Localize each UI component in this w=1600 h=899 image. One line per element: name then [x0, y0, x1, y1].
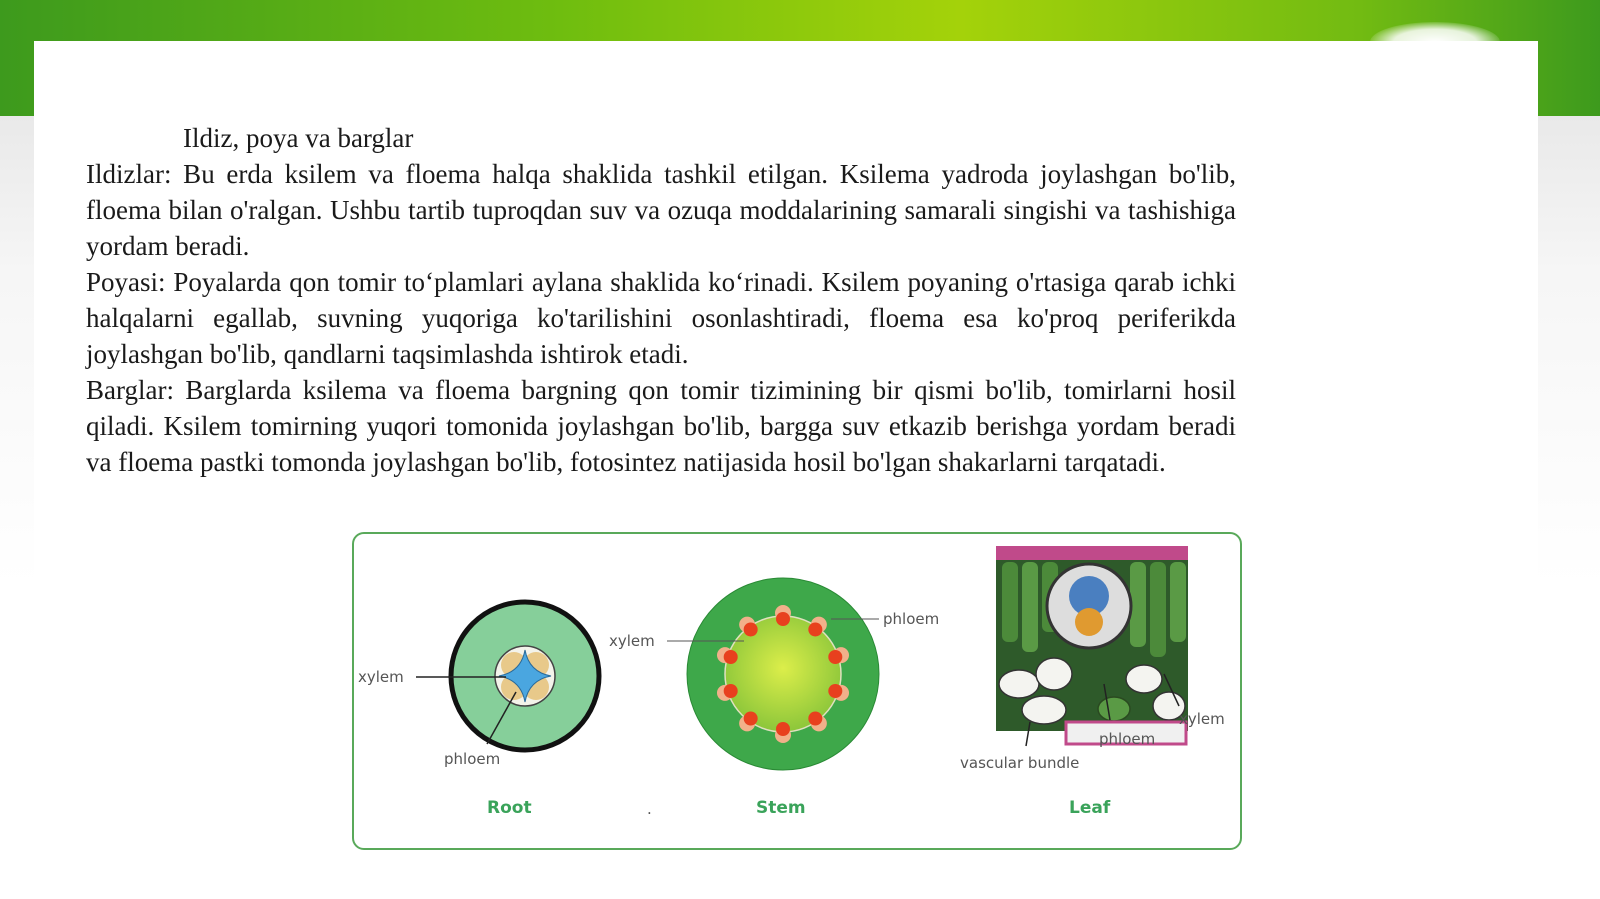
- leaf-upper-epidermis: [996, 546, 1188, 560]
- stem-phloem-label: phloem: [883, 610, 940, 628]
- leaf-vascular-bundle-label: vascular bundle: [960, 754, 1080, 772]
- leaf-caption: Leaf: [1069, 798, 1111, 818]
- stem-diagram: [609, 578, 939, 818]
- slide-title: Ildiz, poya va barglar: [183, 123, 414, 153]
- stem-xylem-bundle: [808, 711, 822, 725]
- stem-xylem-bundle: [724, 650, 738, 664]
- vascular-figure: [352, 532, 1242, 850]
- left-shade: [0, 116, 34, 899]
- stem-xylem-bundle: [744, 711, 758, 725]
- root-phloem-label: phloem: [444, 750, 501, 768]
- stem-caption: Stem: [756, 798, 806, 818]
- paragraph-roots: Ildizlar: Bu erda ksilem va floema halqa shaklida tashkil etilgan. Ksilema yadroda joylashgan bo'lib, floema bilan o'ralgan. Ushbu tartib tuproqdan suv va ozuqa moddalarining samarali singishi va tashishiga yordam beradi.: [86, 159, 1236, 261]
- stem-xylem-bundle: [828, 684, 842, 698]
- leaf-xylem-label: xylem: [1179, 710, 1225, 728]
- vascular-figure-svg: [354, 534, 1240, 848]
- stem-xylem-bundle: [744, 623, 758, 637]
- text-block: [86, 120, 1236, 480]
- paragraph-leaves: Barglar: Barglarda ksilema va floema bargning qon tomir tizimining bir qismi bo'lib, tomirlarni hosil qiladi. Ksilem tomirning yuqori tomonida joylashgan bo'lib, bargga suv etkazib berishga yordam beradi va floema pastki tomonda joylashgan bo'lib, fotosintez natijasida hosil bo'lgan shakarlarni tarqatadi.: [86, 375, 1236, 477]
- separator-dot: .: [647, 800, 652, 818]
- stem-xylem-bundle: [776, 722, 790, 736]
- root-xylem-label: xylem: [358, 668, 404, 686]
- root-caption: Root: [487, 798, 532, 818]
- leaf-phloem-label: phloem: [1099, 730, 1156, 748]
- root-diagram: [358, 602, 599, 818]
- leaf-diagram: [960, 546, 1225, 818]
- stem-xylem-bundle: [808, 623, 822, 637]
- stem-xylem-label: xylem: [609, 632, 655, 650]
- paragraph-stem: Poyasi: Poyalarda qon tomir to‘plamlari aylana shaklida ko‘rinadi. Ksilem poyaning o'rtasiga qarab ichki halqalarni egallab, suvning yuqoriga ko'tarilishini osonlashtiradi, floema esa ko'proq periferikda joylashgan bo'lib, qandlarni taqsimlashda ishtirok etadi.: [86, 267, 1236, 369]
- right-shade: [1538, 116, 1600, 899]
- stem-xylem-bundle: [724, 684, 738, 698]
- stem-xylem-bundle: [828, 650, 842, 664]
- stem-xylem-bundle: [776, 612, 790, 626]
- stem-pith: [725, 616, 841, 732]
- leaf-phloem-region: [1075, 608, 1103, 636]
